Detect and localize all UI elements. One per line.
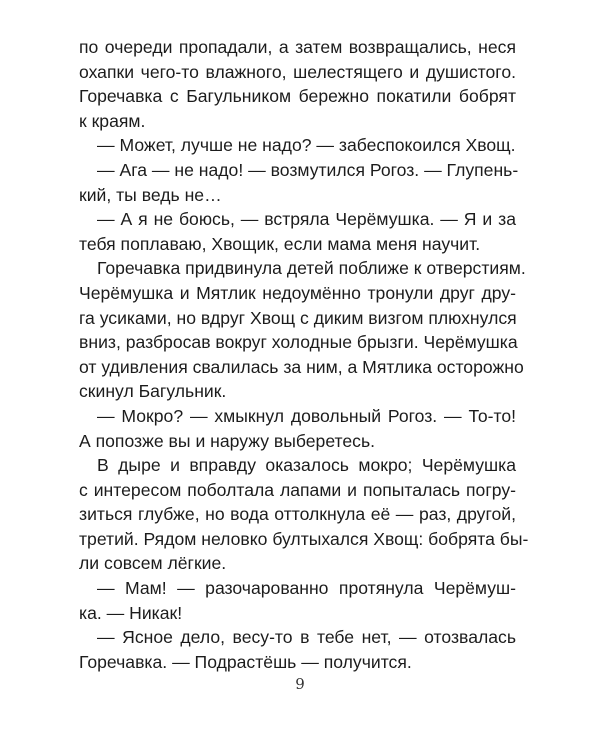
text-line: кий, ты ведь не… [79,184,222,205]
body-text [79,35,529,674]
text-line: к краям. [79,110,146,131]
text-line: зиться глубже, но вода оттолкнула её — раз, другой, [79,504,516,525]
text-line: Горечавка с Багульником бережно покатили бобрят [79,86,516,107]
text-line: охапки чего-то влажного, шелестящего и душистого. [79,61,516,82]
text-line: ка. — Никак! [79,602,183,623]
text-line: скинул Багульник. [79,381,227,402]
text-line: третий. Рядом неловко бултыхался Хвощ: бобрята бы- [79,528,529,549]
text-line: — Ага — не надо! — возмутился Рогоз. — Глупень- [97,159,519,180]
page-number: 9 [295,675,305,693]
text-line: от удивления свалилась за ним, а Мятлика осторожно [79,356,524,377]
text-line: Горечавка. — Подрастёшь — получится. [79,651,412,672]
text-line: — А я не боюсь, — встряла Черёмушка. — Я и за [97,209,516,230]
text-line: — Мокро? — хмыкнул довольный Рогоз. — То-то! [97,405,516,426]
text-line: — Может, лучше не надо? — забеспокоился Хвощ. [97,135,516,156]
text-line: ли совсем лёгкие. [79,553,227,574]
text-line: вниз, разбросав вокруг холодные брызги. Черёмушка [79,332,518,353]
text-line: га усиками, но вдруг Хвощ с диким визгом плюхнулся [79,307,517,328]
text-line: А попозже вы и наружу выберетесь. [79,430,376,451]
text-line: Черёмушка и Мятлик недоумённо тронули друг дру- [79,282,516,303]
text-line: — Мам! — разочарованно протянула Черёмуш- [97,578,516,599]
text-line: В дыре и вправду оказалось мокро; Черёмушка [97,455,516,476]
text-line: с интересом поболтала лапами и попыталась погру- [79,479,516,500]
text-line: Горечавка придвинула детей поближе к отверстиям. [97,258,526,279]
text-line: тебя поплаваю, Хвощик, если мама меня научит. [79,233,481,254]
text-line: — Ясное дело, весу-то в тебе нет, — отозвалась [97,627,516,648]
text-line: по очереди пропадали, а затем возвращались, неся [79,37,516,57]
